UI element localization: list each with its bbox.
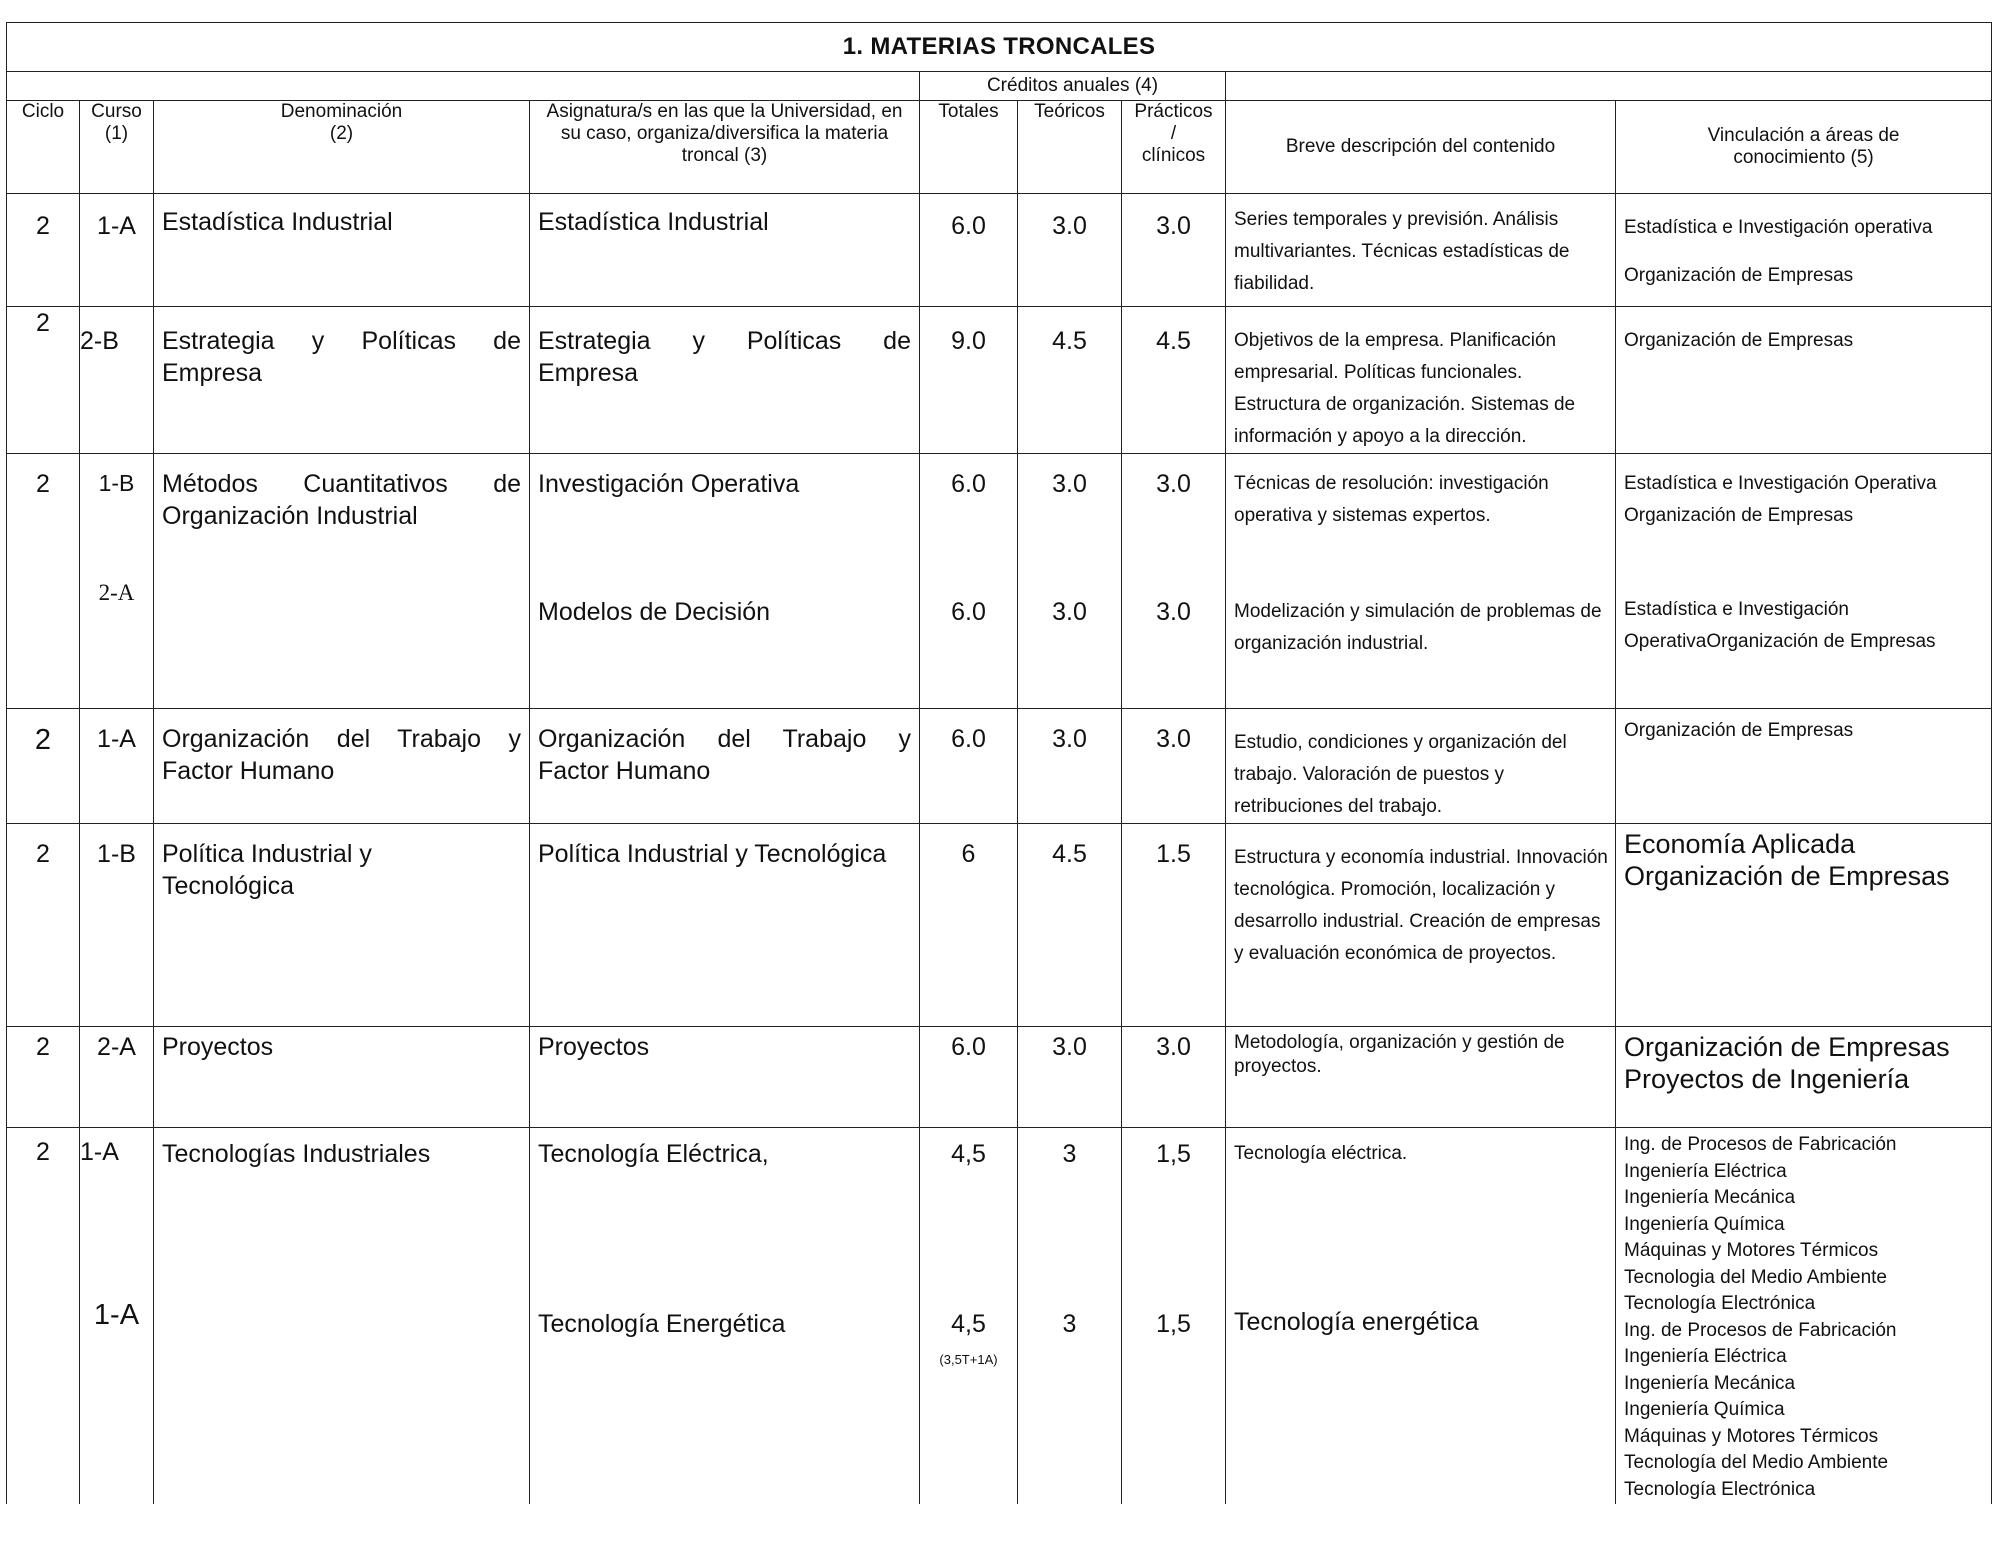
asignatura-cell: Tecnología Eléctrica, Tecnología Energética bbox=[530, 1128, 920, 1504]
header-ciclo: Ciclo bbox=[7, 101, 80, 194]
area-item: Organización de Empresas bbox=[1624, 720, 1854, 741]
areas-cell bbox=[1616, 1128, 1992, 1504]
totales-cell: 6.0 bbox=[920, 709, 1018, 824]
areas-cell bbox=[1616, 1027, 1992, 1128]
areas-cell bbox=[1616, 709, 1992, 824]
asignatura-cell: Estrategia y Políticas de Empresa bbox=[530, 307, 920, 454]
header-practicos: Prácticos / clínicos bbox=[1122, 101, 1226, 194]
area-item: Organización de Empresas bbox=[1624, 330, 1854, 351]
document-page bbox=[6, 22, 1991, 1504]
area-item: Ing. de Procesos de Fabricación bbox=[1624, 1134, 1897, 1155]
asignatura-cell: Investigación Operativa Modelos de Decisión bbox=[530, 454, 920, 709]
practicos-cell: 1.5 bbox=[1122, 824, 1226, 1027]
area-item: Ingeniería Mecánica bbox=[1624, 1187, 1796, 1208]
header-vinculacion: Vinculación a áreas de conocimiento (5) bbox=[1616, 101, 1992, 194]
area-item: Organización de Empresas bbox=[1624, 265, 1854, 286]
denominacion-cell: Política Industrial y Tecnológica bbox=[154, 824, 530, 1027]
materias-troncales-table bbox=[6, 22, 1992, 1504]
descripcion-cell: Técnicas de resolución: investigación operativa y sistemas expertos. Modelización y simulación de problemas de organización industrial. bbox=[1226, 454, 1616, 709]
area-item: OperativaOrganización de Empresas bbox=[1624, 631, 1936, 652]
header-spacer-right bbox=[1226, 72, 1992, 101]
teoricos-cell: 4.5 bbox=[1018, 307, 1122, 454]
table-row bbox=[7, 454, 1992, 709]
asignatura-cell: Proyectos bbox=[530, 1027, 920, 1128]
area-item: Estadística e Investigación bbox=[1624, 599, 1849, 620]
denominacion-cell: Estrategia y Políticas de Empresa bbox=[154, 307, 530, 454]
practicos-cell: 3.0 bbox=[1122, 194, 1226, 307]
areas-cell bbox=[1616, 454, 1992, 709]
totales-cell: 6 bbox=[920, 824, 1018, 1027]
teoricos-cell: 3.0 3.0 bbox=[1018, 454, 1122, 709]
areas-cell bbox=[1616, 824, 1992, 1027]
area-item: Estadística e Investigación operativa bbox=[1624, 217, 1933, 238]
curso-cell: 1-A 1-A bbox=[80, 1128, 154, 1504]
area-item: Organización de Empresas bbox=[1624, 861, 1950, 891]
asignatura-cell: Organización del Trabajo y Factor Humano bbox=[530, 709, 920, 824]
practicos-cell: 1,5 1,5 bbox=[1122, 1128, 1226, 1504]
header-denominacion: Denominación (2) bbox=[154, 101, 530, 194]
header-creditos-anuales: Créditos anuales (4) bbox=[920, 72, 1226, 101]
area-item: Organización de Empresas bbox=[1624, 1032, 1950, 1062]
practicos-cell: 4.5 bbox=[1122, 307, 1226, 454]
area-item: Máquinas y Motores Térmicos bbox=[1624, 1425, 1879, 1447]
denominacion-cell: Tecnologías Industriales bbox=[154, 1128, 530, 1504]
table-row bbox=[7, 194, 1992, 307]
curso-cell: 1-B 2-A bbox=[80, 454, 154, 709]
curso-cell: 1-B bbox=[80, 824, 154, 1027]
header-descripcion: Breve descripción del contenido bbox=[1226, 101, 1616, 194]
denominacion-cell: Estadística Industrial bbox=[154, 194, 530, 307]
header-curso: Curso (1) bbox=[80, 101, 154, 194]
teoricos-cell: 3.0 bbox=[1018, 709, 1122, 824]
area-item: Ing. de Procesos de Fabricación bbox=[1624, 1319, 1897, 1341]
teoricos-cell: 4.5 bbox=[1018, 824, 1122, 1027]
totales-cell: 6.0 bbox=[920, 1027, 1018, 1128]
ciclo-cell: 2 bbox=[7, 709, 80, 824]
practicos-cell: 3.0 bbox=[1122, 1027, 1226, 1128]
areas-cell bbox=[1616, 307, 1992, 454]
practicos-cell: 3.0 3.0 bbox=[1122, 454, 1226, 709]
area-item: Organización de Empresas bbox=[1624, 505, 1854, 526]
area-item: Ingeniería Química bbox=[1624, 1213, 1785, 1235]
area-item: Tecnología del Medio Ambiente bbox=[1624, 1452, 1889, 1473]
table-row bbox=[7, 824, 1992, 1027]
descripcion-cell: Tecnología eléctrica. Tecnología energética bbox=[1226, 1128, 1616, 1504]
area-item: Tecnología Electrónica bbox=[1624, 1478, 1816, 1500]
area-item: Proyectos de Ingeniería bbox=[1624, 1064, 1910, 1094]
denominacion-cell: Organización del Trabajo y Factor Humano bbox=[154, 709, 530, 824]
curso-cell: 1-A bbox=[80, 709, 154, 824]
asignatura-cell: Estadística Industrial bbox=[530, 194, 920, 307]
descripcion-cell: Series temporales y previsión. Análisis multivariantes. Técnicas estadísticas de fiabilidad. bbox=[1226, 194, 1616, 307]
table-row bbox=[7, 1027, 1992, 1128]
area-item: Tecnología Electrónica bbox=[1624, 1293, 1816, 1314]
header-totales: Totales bbox=[920, 101, 1018, 194]
teoricos-cell: 3.0 bbox=[1018, 1027, 1122, 1128]
descripcion-cell: Estudio, condiciones y organización del trabajo. Valoración de puestos y retribuciones del trabajo. bbox=[1226, 709, 1616, 824]
area-item: Ingeniería Química bbox=[1624, 1399, 1785, 1420]
header-spacer-left bbox=[7, 72, 920, 101]
area-item: Ingeniería Eléctrica bbox=[1624, 1346, 1787, 1367]
totales-cell: 6.0 6.0 bbox=[920, 454, 1018, 709]
table-row bbox=[7, 1128, 1992, 1504]
denominacion-cell: Proyectos bbox=[154, 1027, 530, 1128]
area-item: Tecnologia del Medio Ambiente bbox=[1624, 1266, 1888, 1288]
asignatura-cell: Política Industrial y Tecnológica bbox=[530, 824, 920, 1027]
areas-cell bbox=[1616, 194, 1992, 307]
curso-cell: 1-A bbox=[80, 194, 154, 307]
area-item: Economía Aplicada bbox=[1624, 829, 1856, 859]
descripcion-cell: Objetivos de la empresa. Planificación empresarial. Políticas funcionales. Estructura de organización. Sistemas de información y apoyo a la dirección. bbox=[1226, 307, 1616, 454]
ciclo-cell: 2 bbox=[7, 194, 80, 307]
header-teoricos: Teóricos bbox=[1018, 101, 1122, 194]
area-item: Ingeniería Eléctrica bbox=[1624, 1160, 1787, 1182]
area-item: Estadística e Investigación Operativa bbox=[1624, 473, 1937, 494]
totales-cell: 4,5 4,5 (3,5T+1A) bbox=[920, 1128, 1018, 1504]
totales-cell: 6.0 bbox=[920, 194, 1018, 307]
descripcion-cell: Metodología, organización y gestión de proyectos. bbox=[1226, 1027, 1616, 1128]
ciclo-cell: 2 bbox=[7, 1027, 80, 1128]
table-row bbox=[7, 709, 1992, 824]
ciclo-cell: 2 bbox=[7, 824, 80, 1027]
totales-cell: 9.0 bbox=[920, 307, 1018, 454]
descripcion-cell: Estructura y economía industrial. Innovación tecnológica. Promoción, localización y desarrollo industrial. Creación de empresas y evaluación económica de proyectos. bbox=[1226, 824, 1616, 1027]
header-asignatura: Asignatura/s en las que la Universidad, en su caso, organiza/diversifica la materia troncal (3) bbox=[530, 101, 920, 194]
area-item: Ingeniería Mecánica bbox=[1624, 1372, 1796, 1394]
curso-cell: 2-A bbox=[80, 1027, 154, 1128]
area-item: Máquinas y Motores Térmicos bbox=[1624, 1240, 1879, 1261]
table-title: 1. MATERIAS TRONCALES bbox=[7, 23, 1992, 72]
ciclo-cell: 2 bbox=[7, 454, 80, 709]
teoricos-cell: 3 3 bbox=[1018, 1128, 1122, 1504]
ciclo-cell: 2 bbox=[7, 1128, 80, 1504]
teoricos-cell: 3.0 bbox=[1018, 194, 1122, 307]
ciclo-cell: 2 bbox=[7, 307, 80, 454]
curso-cell: 2-B bbox=[80, 307, 154, 454]
practicos-cell: 3.0 bbox=[1122, 709, 1226, 824]
denominacion-cell: Métodos Cuantitativos de Organización Industrial bbox=[154, 454, 530, 709]
table-row bbox=[7, 307, 1992, 454]
